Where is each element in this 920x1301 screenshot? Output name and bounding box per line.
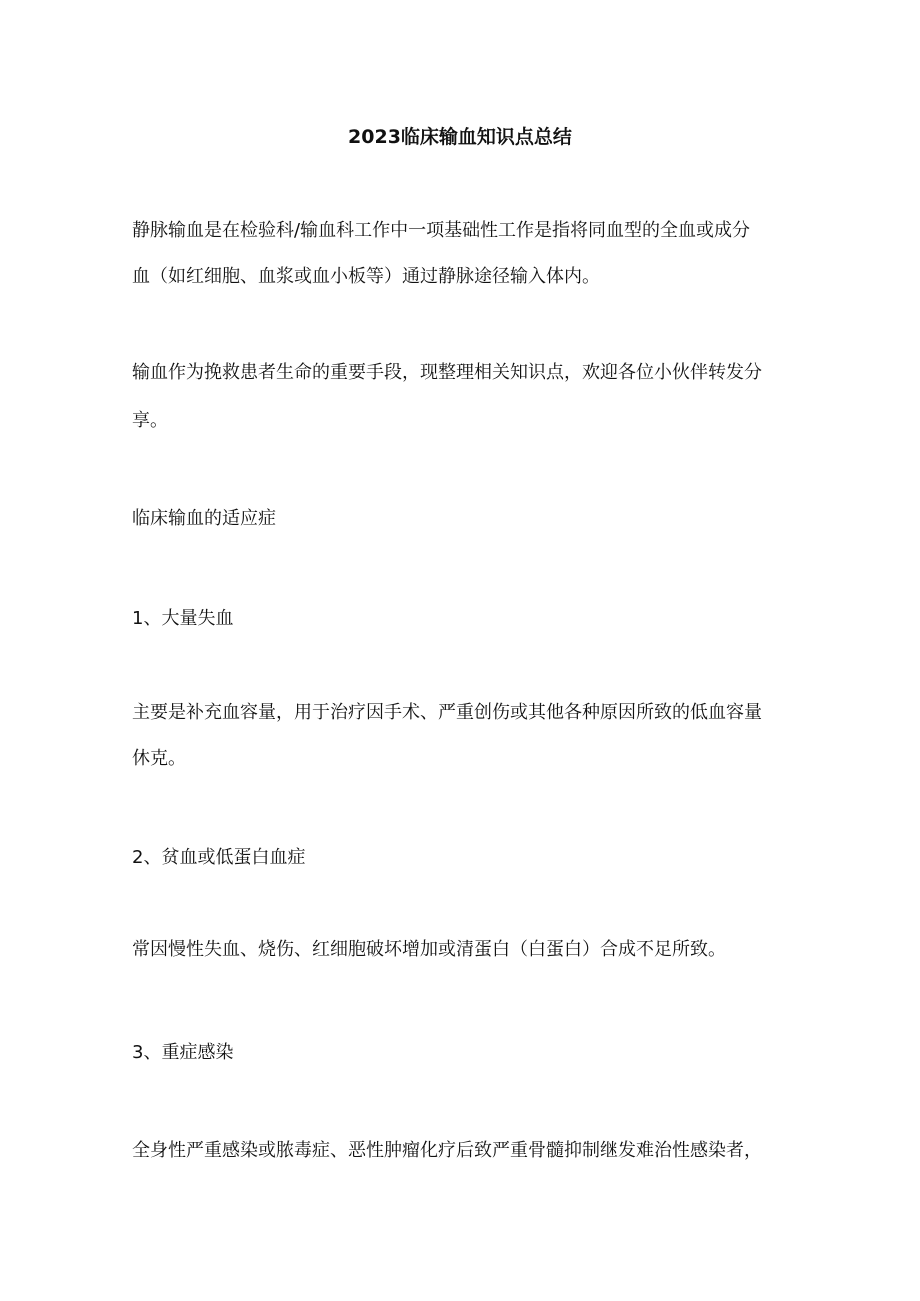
item-body-1-line-2: 休克。 [132,748,186,769]
item-body-1-line-1: 主要是补充血容量，用于治疗因手术、严重创伤或其他各种原因所致的低血容量 [132,702,762,723]
item-heading-3: 3、重症感染 [132,1042,234,1063]
document-title: 2023临床输血知识点总结 [348,126,572,148]
item-heading-2: 2、贫血或低蛋白血症 [132,847,306,868]
para2-line-1: 输血作为挽救患者生命的重要手段，现整理相关知识点，欢迎各位小伙伴转发分 [132,362,762,383]
section-heading: 临床输血的适应症 [132,508,276,529]
item-body-2-line-1: 常因慢性失血、烧伤、红细胞破坏增加或清蛋白（白蛋白）合成不足所致。 [132,939,726,960]
item-heading-1: 1、大量失血 [132,608,234,629]
para1-line-1: 静脉输血是在检验科/输血科工作中一项基础性工作是指将同血型的全血或成分 [132,220,751,241]
para1-line-2: 血（如红细胞、血浆或血小板等）通过静脉途径输入体内。 [132,266,600,287]
item-body-3-line-1: 全身性严重感染或脓毒症、恶性肿瘤化疗后致严重骨髓抑制继发难治性感染者， [132,1140,762,1161]
para2-line-2: 享。 [132,410,168,431]
